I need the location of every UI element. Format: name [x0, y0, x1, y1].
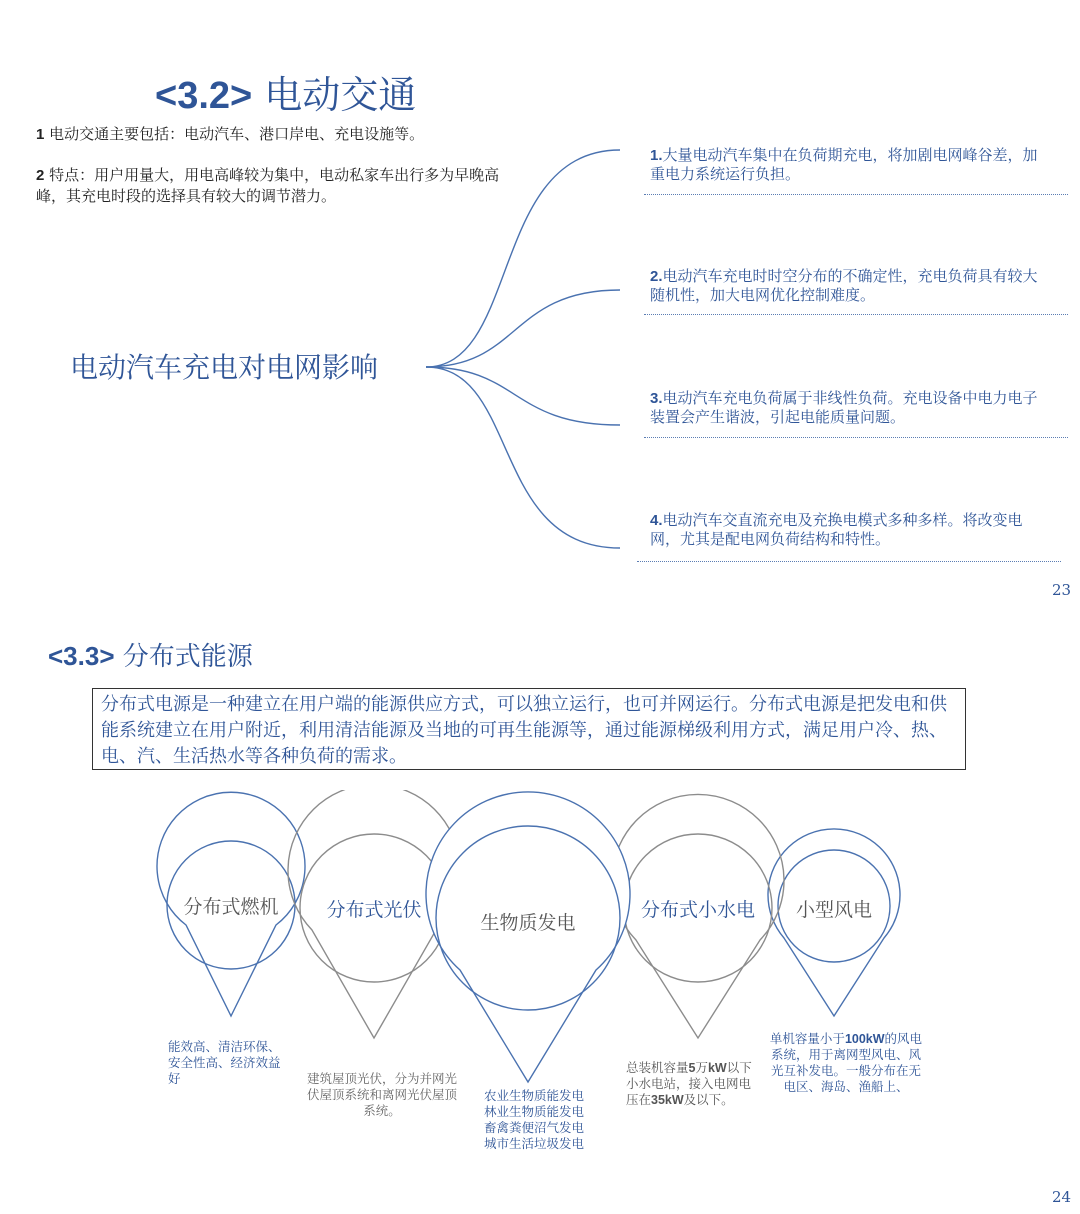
desc-text: 的风电系统，用于离网型风电、风光互补发电。一般分布在无电区、海岛、渔船上、 — [770, 1031, 923, 1094]
intro-item-2-number: 2 — [36, 167, 45, 184]
impact-point-3-number: 3. — [650, 390, 663, 407]
mindmap-center-label: 电动汽车充电对电网影响 — [70, 351, 379, 384]
desc-text: 总装机容量 — [626, 1060, 689, 1075]
divider-dotted — [644, 437, 1068, 438]
pin-shape-biomass — [426, 792, 630, 1082]
slide24-title-number: <3.3> — [48, 641, 115, 671]
pin-desc-biomass — [474, 1088, 594, 1152]
pin-label-biomass: 生物质发电 — [480, 912, 576, 934]
pin-label-small-hydro: 分布式小水电 — [640, 899, 755, 921]
desc-text: 万 — [695, 1060, 708, 1075]
desc-number: 100kW — [844, 1032, 885, 1046]
pin-desc-gas-turbine: 能效高、清洁环保、安全性高、经济效益好 — [168, 1039, 281, 1086]
impact-point-3-text: 电动汽车充电负荷属于非线性负荷。充电设备中电力电子装置会产生谐波，引起电能质量问题。 — [650, 389, 1038, 426]
divider-dotted — [637, 561, 1061, 562]
intro-item-1-text: 电动交通主要包括：电动汽车、港口岸电、充电设施等。 — [44, 125, 425, 143]
slide24-title-text: 分布式能源 — [114, 642, 253, 672]
pin-label-gas-turbine: 分布式燃机 — [183, 896, 279, 918]
desc-number: 5 — [688, 1061, 696, 1075]
impact-point-4-number: 4. — [650, 512, 663, 529]
pin-label-solar: 分布式光伏 — [326, 899, 422, 921]
branch-curve-2 — [426, 290, 620, 367]
impact-point-2-number: 2. — [650, 268, 663, 285]
page-number: 24 — [1052, 1188, 1072, 1206]
intro-item-1-number: 1 — [36, 126, 45, 143]
desc-text: 及以下。 — [683, 1092, 734, 1107]
impact-point-4-text: 电动汽车交直流充电及充换电模式多种多样。将改变电网，尤其是配电网负荷结构和特性。 — [650, 511, 1023, 548]
slide24-title — [48, 636, 253, 673]
branch-curve-4 — [426, 367, 620, 548]
desc-text: 以下小水电站，接入电网电压在 — [626, 1060, 752, 1107]
pin-label-wind: 小型风电 — [795, 899, 872, 921]
pin-desc-small-hydro — [626, 1060, 754, 1108]
impact-point-3 — [650, 389, 1050, 427]
slide23-title-text: 电动交通 — [252, 73, 417, 117]
pin-desc-biomass-line: 林业生物质能发电 — [483, 1104, 584, 1119]
pin-desc-biomass-line: 城市生活垃圾发电 — [483, 1136, 584, 1151]
impact-point-1 — [650, 146, 1050, 184]
pin-desc-wind — [766, 1031, 926, 1095]
desc-text: 单机容量小于 — [769, 1031, 845, 1046]
pin-shape-wind — [768, 829, 900, 1016]
branch-curve-1 — [426, 150, 620, 367]
desc-number: 35kW — [651, 1093, 684, 1107]
intro-item-2-text: 特点：用户用量大，用电高峰较为集中，电动私家车出行多为早晚高峰，其充电时段的选择具有较大的调节潜力。 — [36, 166, 500, 205]
impact-point-1-text: 大量电动汽车集中在负荷期充电，将加剧电网峰谷差，加重电力系统运行负担。 — [650, 146, 1038, 183]
impact-point-1-number: 1. — [650, 147, 663, 164]
pin-desc-biomass-line: 畜禽粪便沼气发电 — [483, 1120, 584, 1135]
page-number: 23 — [1052, 581, 1072, 599]
desc-number: kW — [707, 1061, 727, 1075]
impact-point-2-text: 电动汽车充电时时空分布的不确定性，充电负荷具有较大随机性，加大电网优化控制难度。 — [650, 267, 1038, 304]
slide23-title-number: <3.2> — [155, 75, 253, 117]
pin-desc-solar: 建筑屋顶光伏，分为并网光伏屋顶系统和离网光伏屋顶系统。 — [306, 1071, 457, 1118]
divider-dotted — [644, 194, 1068, 195]
pin-desc-biomass-line: 农业生物质能发电 — [483, 1088, 584, 1103]
impact-point-2 — [650, 267, 1050, 305]
branch-curve-3 — [426, 367, 620, 425]
definition-box: 分布式电源是一种建立在用户端的能源供应方式，可以独立运行，也可并网运行。分布式电源是把发电和供能系统建立在用户附近，利用清洁能源及当地的可再生能源等，通过能源梯级利用方式，满足用户冷、热、电、汽、生活热水等各种负荷的需求。 — [92, 688, 966, 770]
divider-dotted — [644, 314, 1068, 315]
impact-point-4 — [650, 511, 1050, 549]
